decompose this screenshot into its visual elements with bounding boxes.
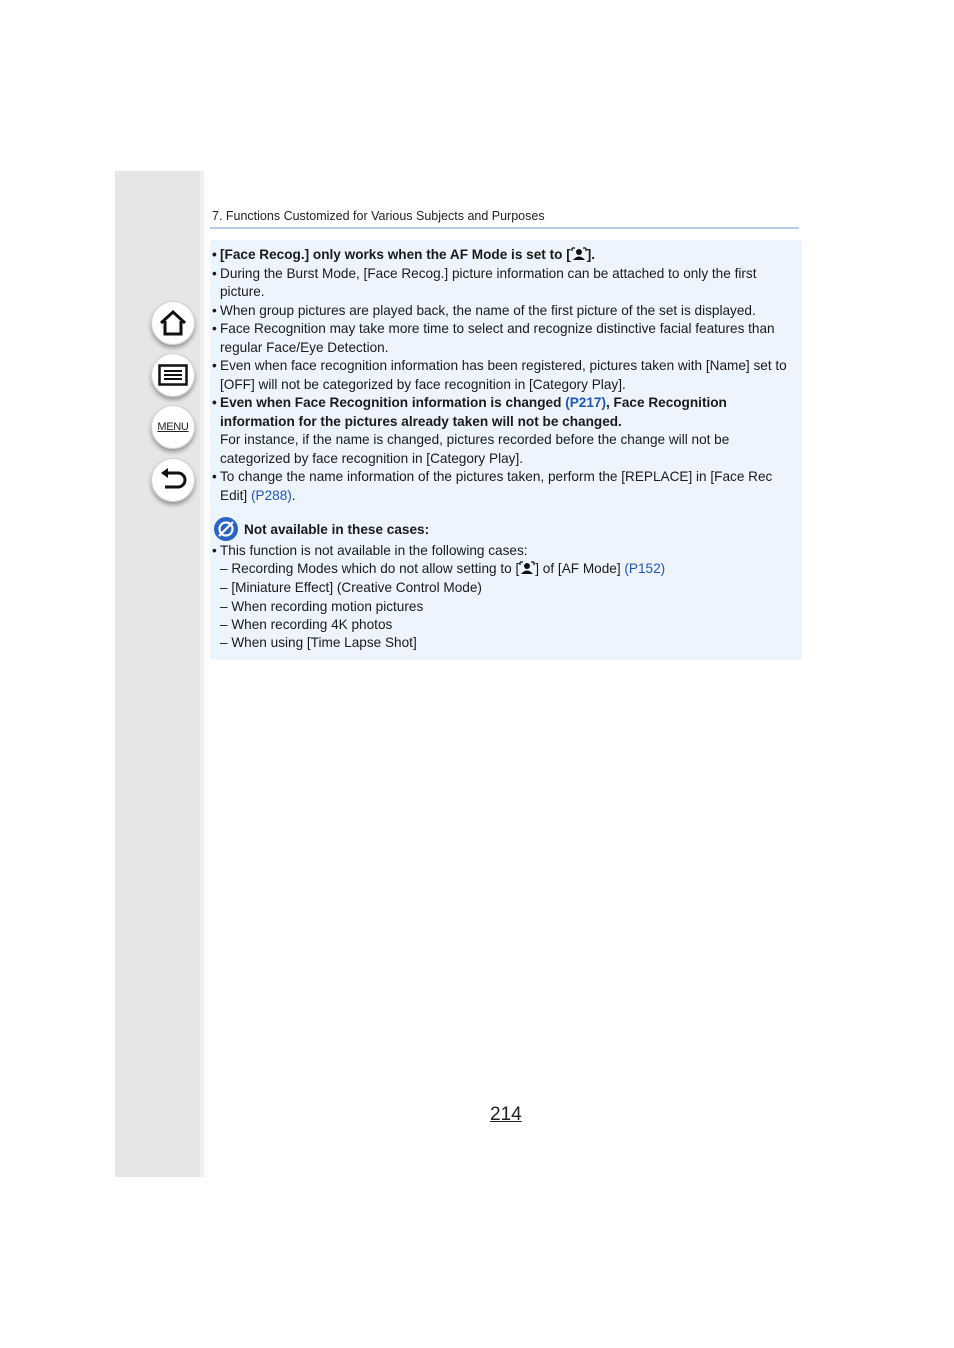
case-text: When using [Time Lapse Shot]	[231, 635, 417, 650]
menu-button[interactable]	[151, 405, 195, 449]
not-available-icon	[213, 516, 239, 542]
case-motion-pictures	[220, 598, 423, 616]
home-icon	[158, 309, 188, 337]
sidebar-edge	[200, 171, 204, 1177]
bullet: •	[212, 543, 217, 558]
case-text: [Miniature Effect] (Creative Control Mode)	[231, 580, 482, 595]
chapter-header: 7. Functions Customized for Various Subjects and Purposes	[212, 209, 545, 223]
note-text: [Face Recog.] only works when the AF Mode is set to [	[220, 247, 571, 262]
note-text: Even when Face Recognition information is changed	[220, 395, 566, 410]
note-info-changed-cont: information for the pictures already taken will not be changed.	[220, 414, 622, 429]
note-text: , Face Recognition	[606, 395, 727, 410]
bullet: •	[212, 303, 217, 318]
header-rule	[210, 227, 799, 229]
face-detection-icon	[519, 561, 535, 575]
bullet: •	[212, 469, 217, 484]
back-button[interactable]	[151, 458, 195, 502]
case-text: Recording Modes which do not allow setting to [	[231, 561, 520, 576]
case-recording-modes	[220, 560, 665, 578]
note-face-recognition-time-cont: regular Face/Eye Detection.	[220, 340, 389, 355]
note-change-name-cont	[220, 487, 296, 505]
bullet: •	[212, 266, 217, 281]
note-face-recognition-time: Face Recognition may take more time to select and recognize distinctive facial features than	[220, 321, 775, 336]
case-time-lapse	[220, 634, 417, 652]
note-face-recog-af-mode	[220, 246, 595, 264]
note-group-pictures: When group pictures are played back, the name of the first picture of the set is displayed.	[220, 303, 756, 318]
dash: –	[220, 617, 228, 632]
bullet: •	[212, 395, 217, 410]
case-text: ] of [AF Mode]	[535, 561, 625, 576]
note-name-off-cont: [OFF] will not be categorized by face recognition in [Category Play].	[220, 377, 626, 392]
note-change-name: To change the name information of the pictures taken, perform the [REPLACE] in [Face Rec	[220, 469, 773, 484]
note-info-changed-example-cont: categorized by face recognition in [Category Play].	[220, 451, 524, 466]
dash: –	[220, 561, 228, 576]
note-name-off: Even when face recognition information has been registered, pictures taken with [Name] set to	[220, 358, 787, 373]
not-available-intro: This function is not available in the following cases:	[220, 543, 528, 558]
menu-label: MENU	[157, 421, 189, 433]
bullet: •	[212, 358, 217, 373]
bullet: •	[212, 321, 217, 336]
note-burst-mode: During the Burst Mode, [Face Recog.] picture information can be attached to only the first	[220, 266, 757, 281]
case-text: When recording 4K photos	[231, 617, 393, 632]
dash: –	[220, 599, 228, 614]
home-button[interactable]	[151, 301, 195, 345]
case-miniature-effect	[220, 579, 482, 597]
return-arrow-icon	[158, 467, 188, 493]
dash: –	[220, 580, 228, 595]
note-text: Edit]	[220, 488, 251, 503]
contents-button[interactable]	[151, 353, 195, 397]
link-p152[interactable]: (P152)	[624, 561, 666, 576]
not-available-title: Not available in these cases:	[244, 522, 430, 537]
note-info-changed	[220, 394, 727, 412]
note-info-changed-example: For instance, if the name is changed, pictures recorded before the change will not be	[220, 432, 730, 447]
dash: –	[220, 635, 228, 650]
link-p217[interactable]: (P217)	[565, 395, 606, 410]
list-icon	[158, 364, 188, 386]
link-p288[interactable]: (P288)	[250, 488, 292, 503]
face-detection-icon	[571, 247, 587, 261]
note-text: ].	[586, 247, 596, 262]
case-text: When recording motion pictures	[231, 599, 424, 614]
bullet: •	[212, 247, 217, 262]
page-number: 214	[490, 1104, 522, 1125]
note-text: .	[291, 488, 296, 503]
case-4k-photos	[220, 616, 392, 634]
note-burst-mode-cont: picture.	[220, 284, 265, 299]
